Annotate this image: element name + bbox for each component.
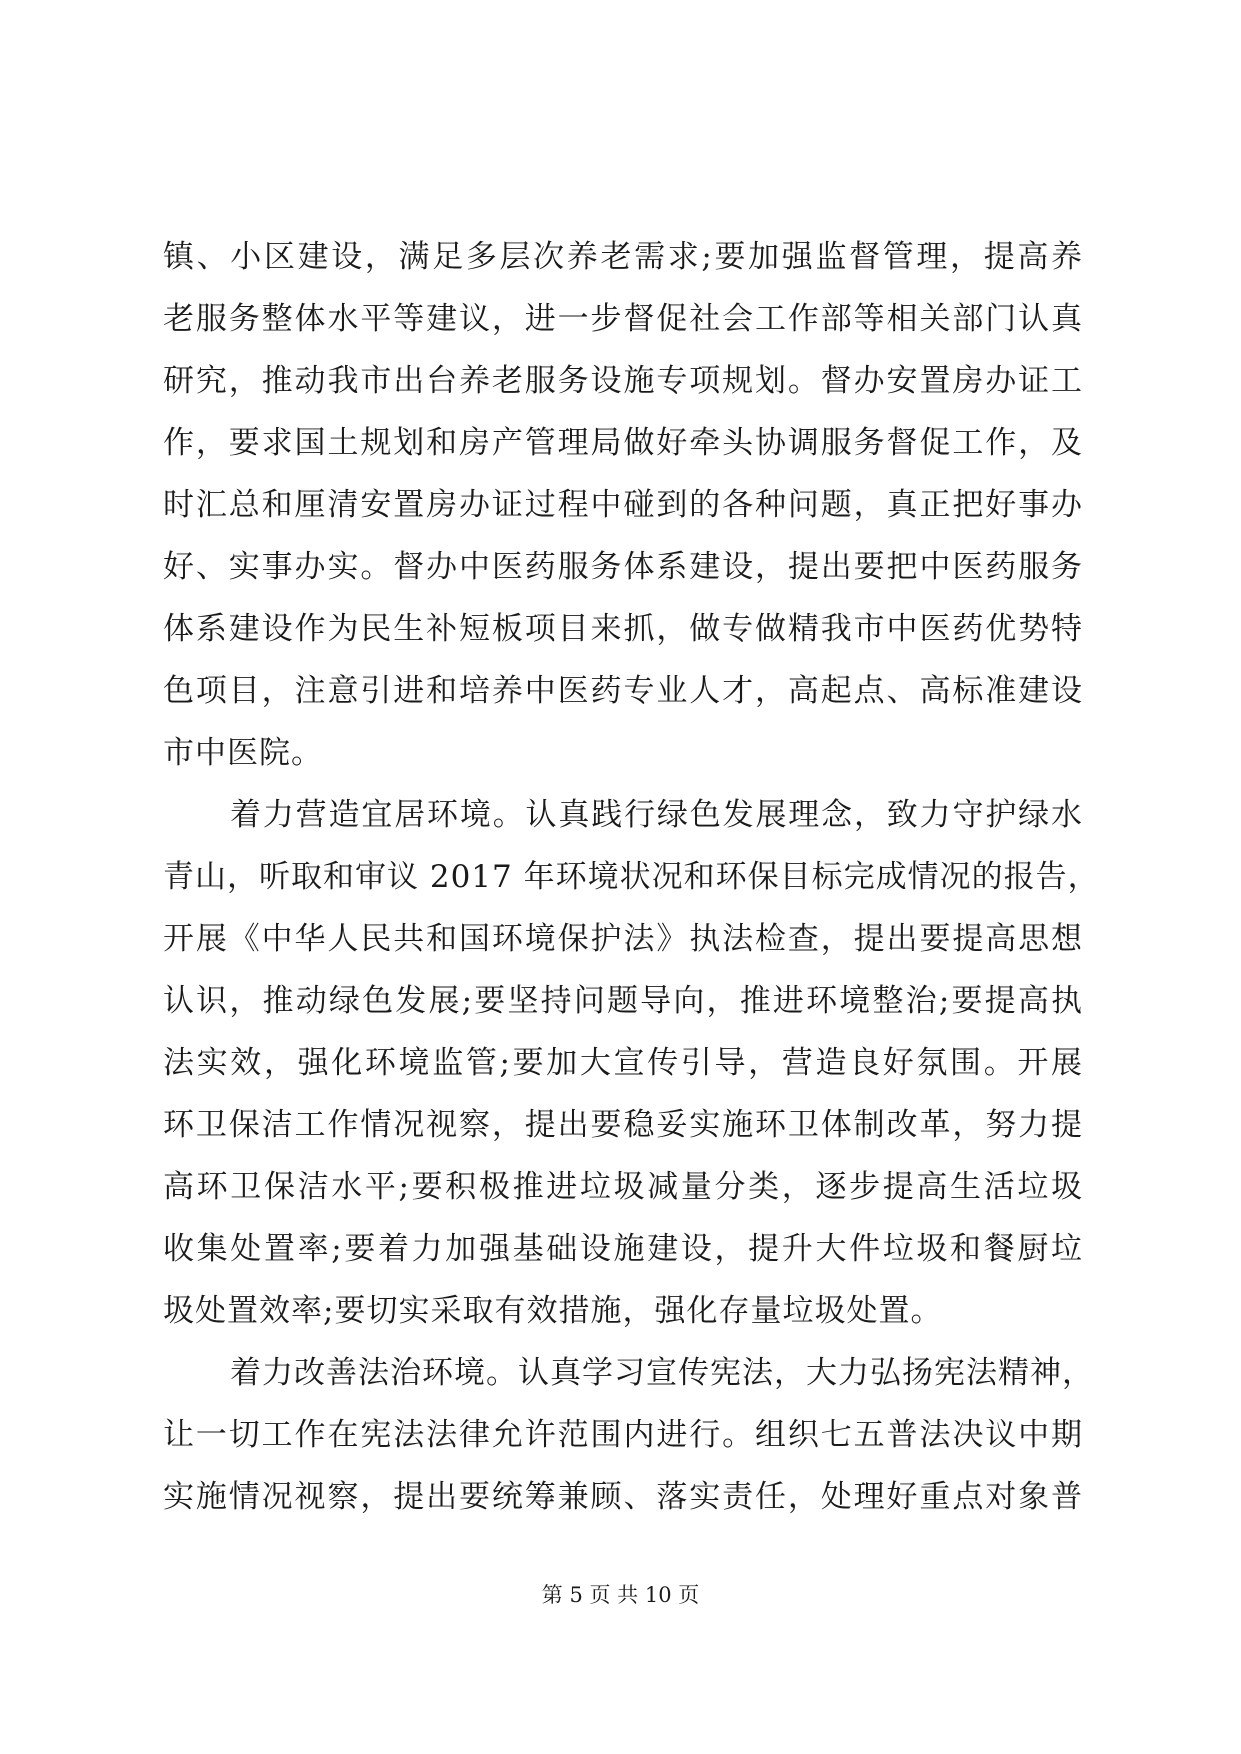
text-line: 环卫保洁工作情况视察，提出要稳妥实施环卫体制改革，努力提 (163, 1107, 1083, 1143)
paragraph-first-line: 着力改善法治环境。认真学习宣传宪法，大力弘扬宪法精神， (230, 1355, 1094, 1391)
page-number-footer: 第 5 页 共 10 页 (541, 1583, 700, 1607)
text-line: 时汇总和厘清安置房办证过程中碰到的各种问题，真正把好事办 (163, 487, 1083, 523)
text-line: 法实效，强化环境监管;要加大宣传引导，营造良好氛围。开展 (163, 1045, 1083, 1081)
text-line: 高环卫保洁水平;要积极推进垃圾减量分类，逐步提高生活垃圾 (163, 1169, 1083, 1205)
paragraph-first-line: 着力营造宜居环境。认真践行绿色发展理念，致力守护绿水 (230, 797, 1083, 833)
text-line: 开展《中华人民共和国环境保护法》执法检查，提出要提高思想 (163, 921, 1083, 957)
body-text (163, 226, 1100, 1528)
text-line: 认识，推动绿色发展;要坚持问题导向，推进环境整治;要提高执 (163, 983, 1083, 1019)
text-line: 青山，听取和审议 2017 年环境状况和环保目标完成情况的报告， (163, 859, 1100, 895)
text-line: 色项目，注意引进和培养中医药专业人才，高起点、高标准建设 (163, 673, 1083, 709)
text-line: 研究，推动我市出台养老服务设施专项规划。督办安置房办证工 (163, 363, 1083, 399)
text-line: 老服务整体水平等建议，进一步督促社会工作部等相关部门认真 (163, 301, 1083, 337)
text-line: 好、实事办实。督办中医药服务体系建设，提出要把中医药服务 (163, 549, 1083, 585)
text-line: 收集处置率;要着力加强基础设施建设，提升大件垃圾和餐厨垃 (163, 1231, 1083, 1267)
text-line: 市中医院。 (163, 735, 323, 771)
text-line: 让一切工作在宪法法律允许范围内进行。组织七五普法决议中期 (163, 1417, 1083, 1453)
text-line: 作，要求国土规划和房产管理局做好牵头协调服务督促工作，及 (163, 425, 1083, 461)
text-line: 体系建设作为民生补短板项目来抓，做专做精我市中医药优势特 (163, 611, 1083, 647)
text-line: 圾处置效率;要切实采取有效措施，强化存量垃圾处置。 (163, 1293, 943, 1329)
text-line: 实施情况视察，提出要统筹兼顾、落实责任，处理好重点对象普 (163, 1479, 1083, 1515)
text-line: 镇、小区建设，满足多层次养老需求;要加强监督管理，提高养 (163, 239, 1083, 275)
